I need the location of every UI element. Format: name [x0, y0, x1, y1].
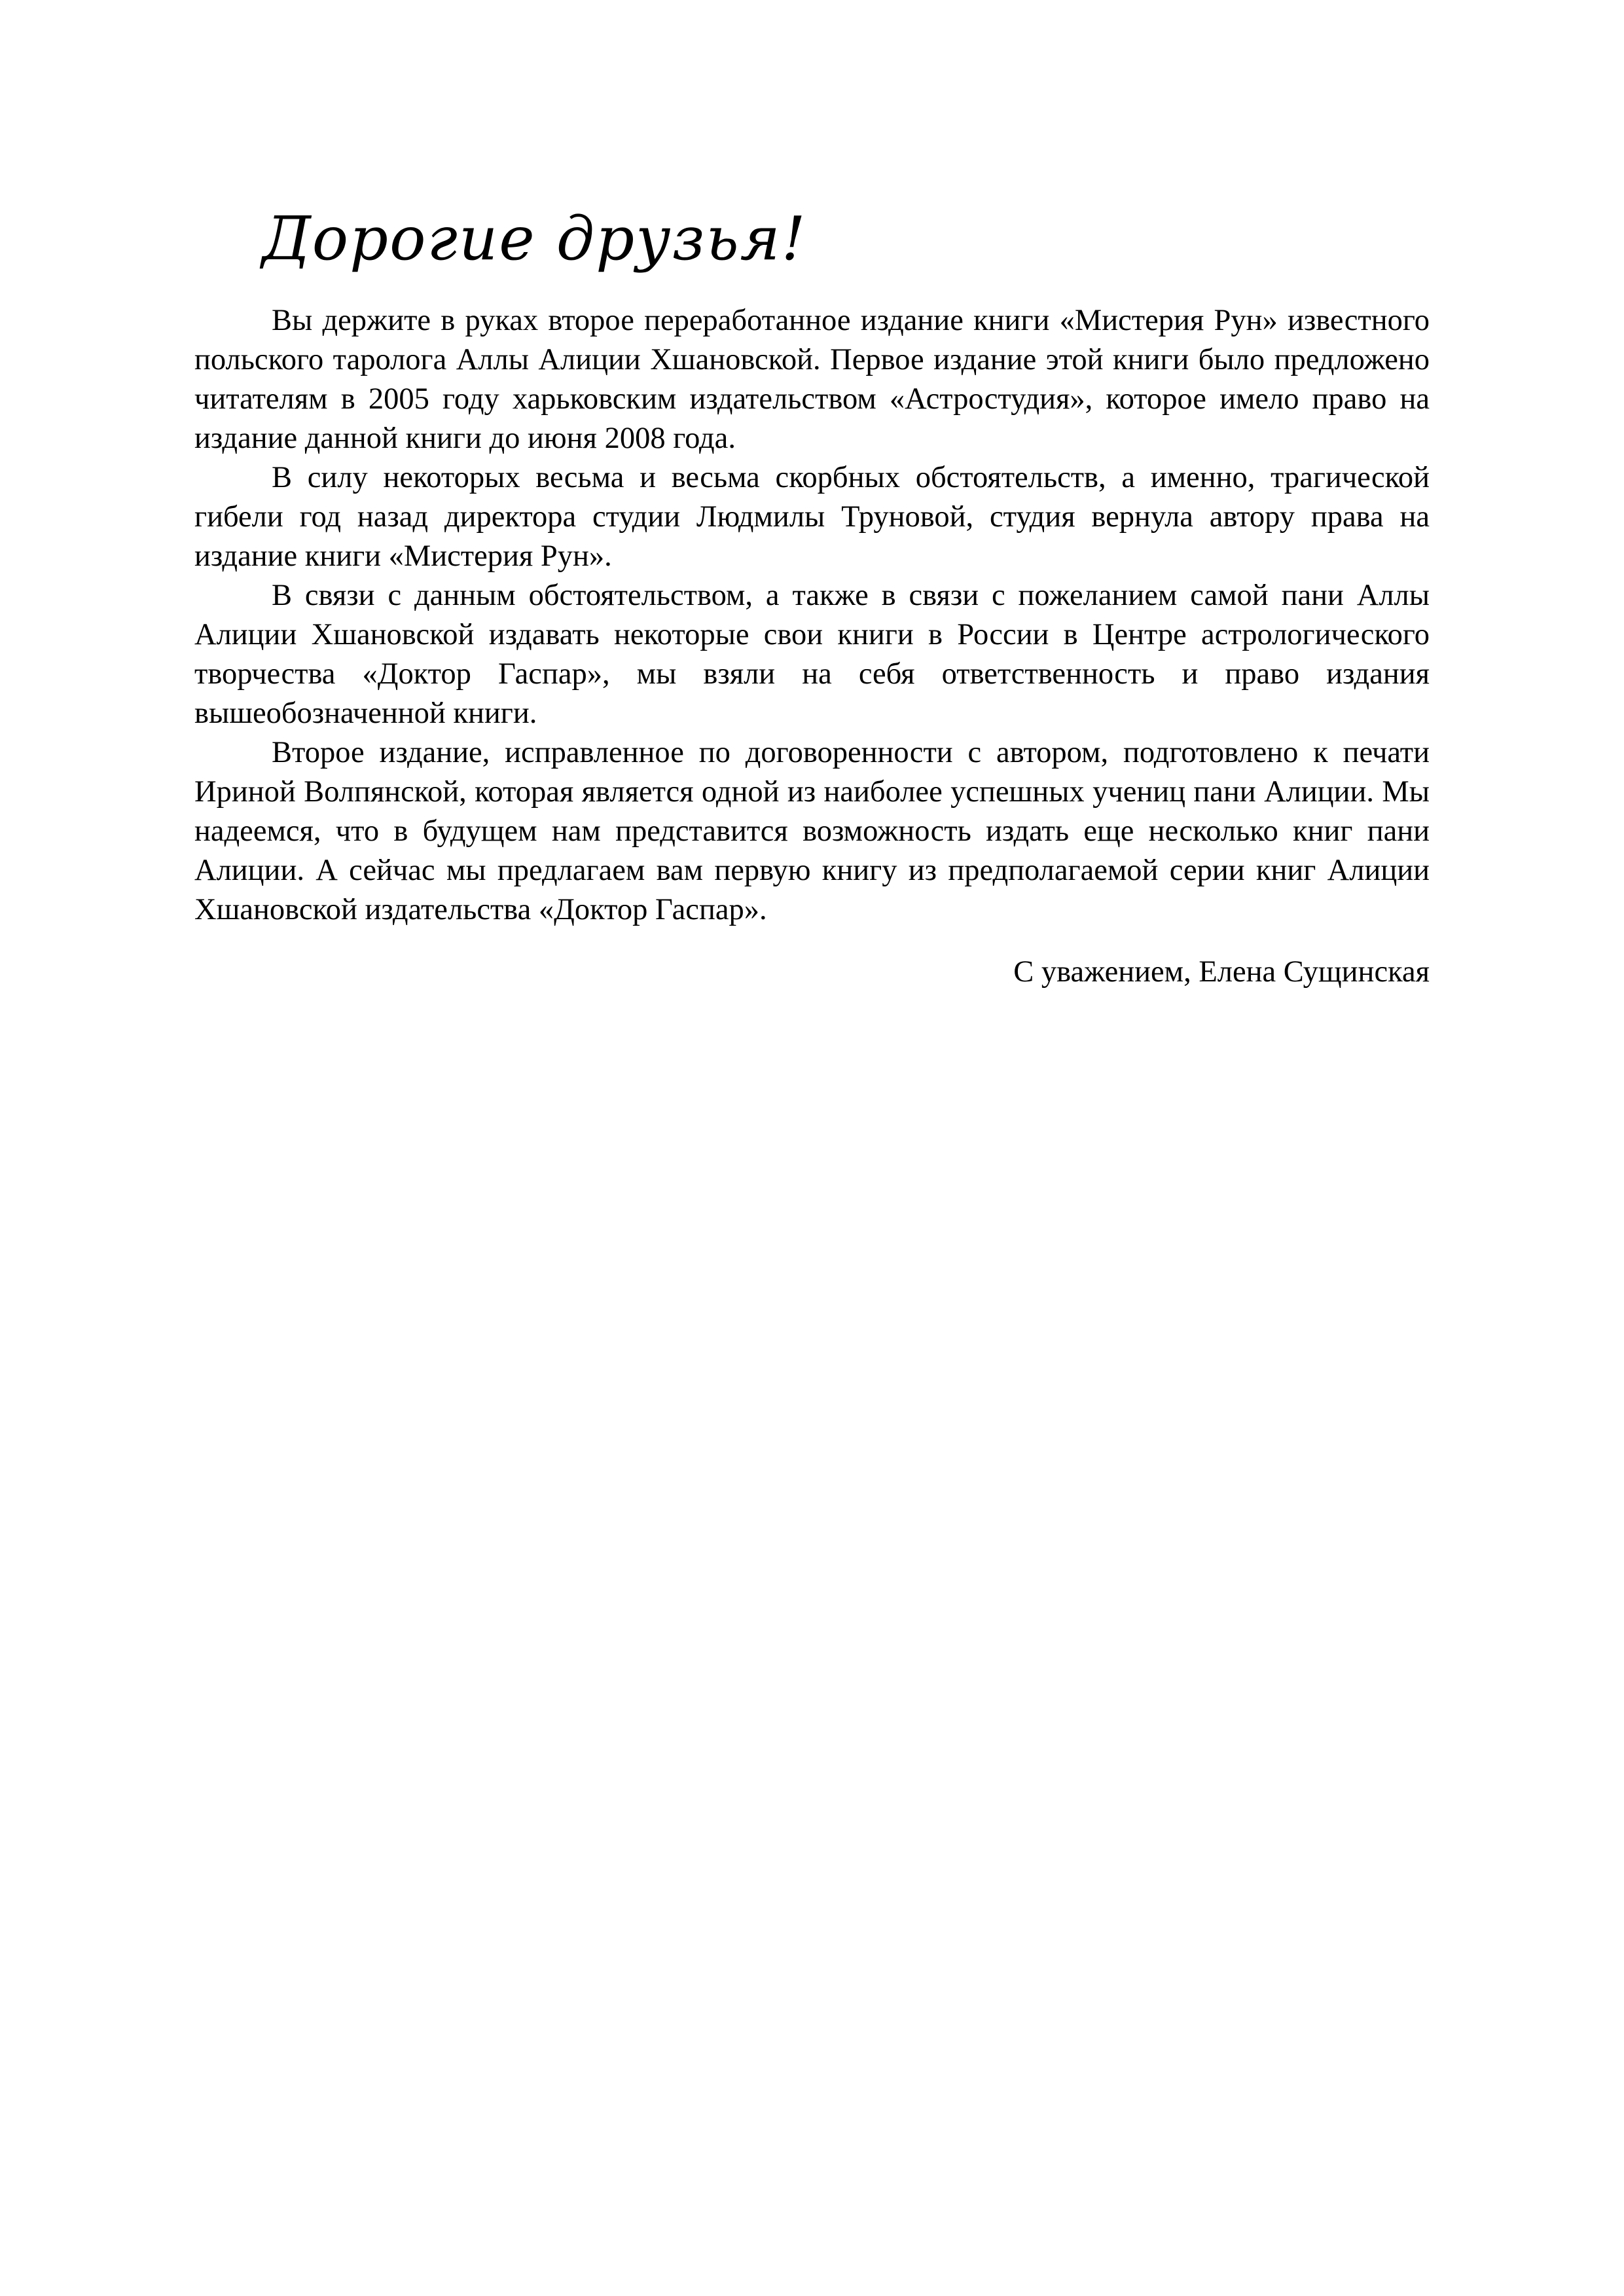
letter-body: [194, 301, 1430, 930]
letter-heading: Дорогие друзья!: [262, 204, 807, 274]
paragraph: В силу некоторых весьма и весьма скорбных обстоятельств, а именно, трагической гибели год назад директора студии Людмилы Труновой, студия вернула автору права на издание книги «Мистерия Рун».: [194, 461, 1430, 573]
paragraph: Вы держите в руках второе переработанное издание книги «Мистерия Рун» известного польского таролога Аллы Алиции Хшановской. Первое издание этой книги было предложено читателям в 2005 году харьковским издательством «Астростудия», которое имело право на издание данной книги до июня 2008 года.: [194, 304, 1430, 455]
paragraph: Второе издание, исправленное по договоренности с автором, подготовлено к печати Ириной Волпянской, которая является одной из наиболее успешных учениц пани Алиции. Мы надеемся, что в будущем нам представится возможность издать еще несколько книг пани Алиции. А сейчас мы предлагаем вам первую книгу из предполагаемой серии книг Алиции Хшановской издательства «Доктор Гаспар».: [194, 736, 1430, 926]
paragraph: В связи с данным обстоятельством, а также в связи с пожеланием самой пани Аллы Алиции Хшановской издавать некоторые свои книги в России в Центре астрологического творчества «Доктор Гаспар», мы взяли на себя ответственность и право издания вышеобозначенной книги.: [194, 579, 1430, 730]
signature-line: С уважением, Елена Сущинская: [1013, 955, 1430, 989]
